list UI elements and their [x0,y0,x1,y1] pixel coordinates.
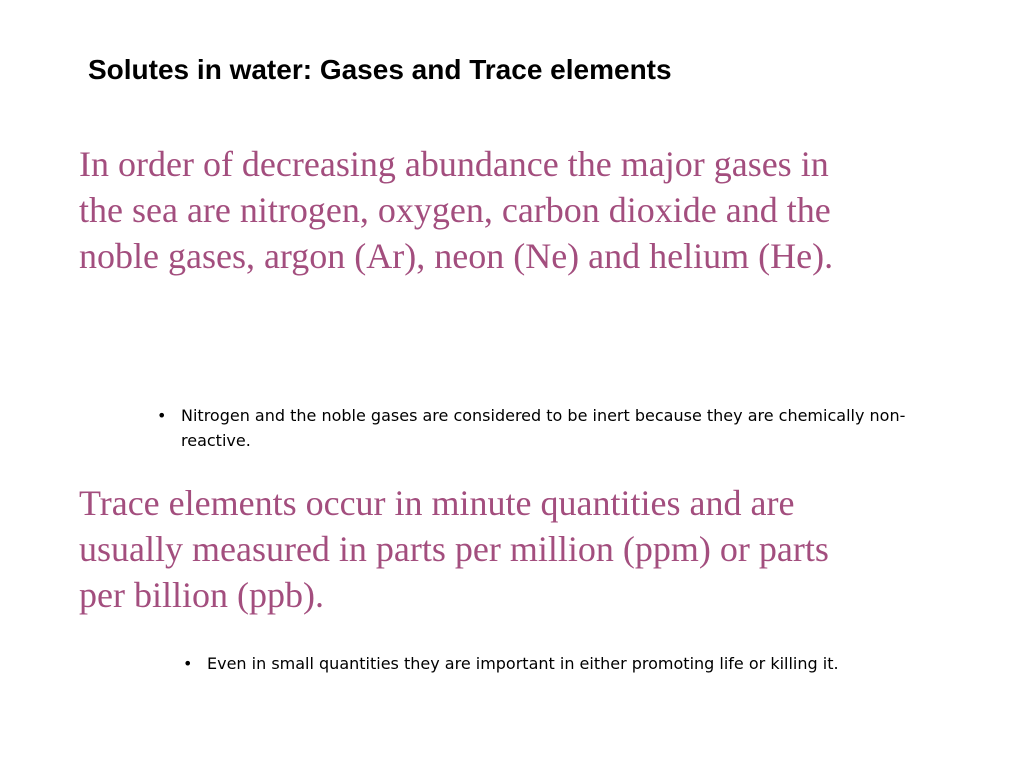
gases-bullet-list [157,403,957,453]
slide-title: Solutes in water: Gases and Trace elements [88,54,672,85]
bullet-item-inert-gases: • Nitrogen and the noble gases are considered to be inert because they are chemically non-reactive. [157,403,957,453]
gases-paragraph: In order of decreasing abundance the major gases in the sea are nitrogen, oxygen, carbon dioxide and the noble gases, argon (Ar), neon (Ne) and helium (He). [79,144,834,276]
bullet-item-trace-importance: • Even in small quantities they are important in either promoting life or killing it. [183,651,1013,676]
trace-elements-paragraph: Trace elements occur in minute quantities and are usually measured in parts per million (ppm) or parts per billion (ppb). [79,483,829,615]
trace-bullet-list [183,651,1013,676]
